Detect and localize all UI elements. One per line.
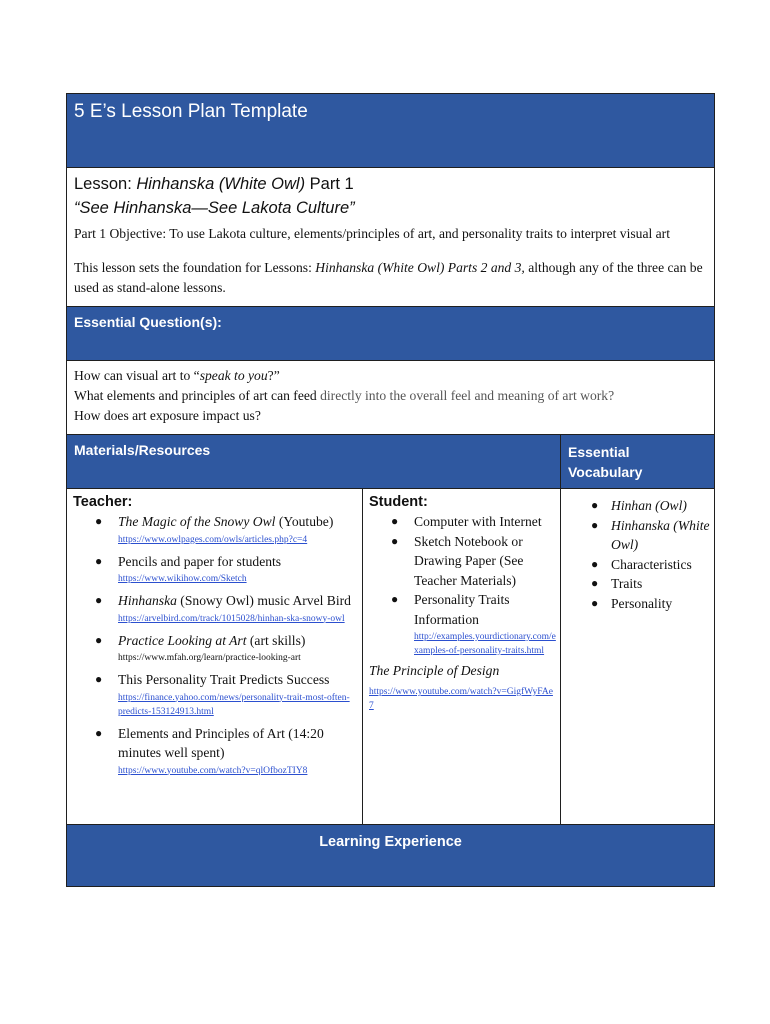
teacher-item: [73, 724, 358, 763]
bullet-icon: ●: [95, 672, 103, 686]
q1-a: How can visual art to “: [74, 368, 200, 383]
lesson-plan-page: [66, 93, 714, 887]
teacher-item: [73, 552, 358, 572]
vocabulary-header: [561, 435, 715, 489]
bullet-icon: ●: [591, 498, 599, 512]
lesson-name: Hinhanska (White Owl): [136, 175, 306, 193]
lesson-plan-table: [66, 93, 715, 887]
vocabulary-title-2: Vocabulary: [568, 464, 643, 480]
item-text: Computer with Internet: [414, 514, 542, 529]
q2-b: directly into the overall feel and meaning of art work?: [320, 388, 615, 403]
lesson-foundation: [74, 258, 707, 298]
lesson-prefix: Lesson:: [74, 175, 137, 193]
principle-of-design-title: The Principle of Design: [369, 663, 500, 678]
essential-questions-cell: [67, 361, 715, 435]
student-link[interactable]: http://examples.yourdictionary.com/examples-of-personality-traits.html: [414, 632, 556, 656]
item-text: Characteristics: [611, 556, 692, 572]
q1-b: speak to you: [199, 368, 268, 383]
learning-experience-title: Learning Experience: [319, 834, 462, 850]
item-title: Practice Looking at Art: [118, 632, 247, 648]
teacher-link[interactable]: https://arvelbird.com/track/1015028/hinhan-ska-snowy-owl: [118, 613, 345, 624]
teacher-link[interactable]: https://www.wikihow.com/Sketch: [118, 574, 247, 584]
item-text: Pencils and paper for students: [118, 553, 282, 569]
teacher-link[interactable]: https://www.owlpages.com/owls/articles.php?c=4: [118, 534, 308, 545]
item-text: Sketch Notebook or Drawing Paper (See Teacher Materials): [414, 533, 524, 588]
vocab-item: [567, 594, 710, 614]
lesson-info-cell: [67, 168, 715, 307]
learning-experience-header: [67, 825, 715, 887]
essential-questions-header: [67, 307, 715, 361]
item-text: (Snowy Owl) music Arvel Bird: [176, 593, 351, 608]
item-text: Traits: [611, 576, 643, 591]
teacher-list: [73, 512, 358, 778]
student-item: [369, 532, 556, 591]
student-list: [369, 512, 556, 629]
lesson-part: Part 1: [305, 175, 354, 193]
bullet-icon: ●: [591, 595, 599, 610]
vocab-item: [567, 574, 710, 594]
teacher-link[interactable]: https://finance.yahoo.com/news/personality-trait-most-often-predicts-153124913.html: [118, 692, 350, 717]
bullet-icon: ●: [95, 725, 103, 740]
bullet-icon: ●: [95, 632, 103, 647]
page-title: 5 E’s Lesson Plan Template: [74, 101, 308, 122]
materials-header: [67, 435, 561, 489]
lesson-objective: Part 1 Objective: To use Lakota culture, elements/principles of art, and personality traits to interpret visual art: [74, 226, 670, 241]
title-cell: [67, 94, 715, 168]
bullet-icon: ●: [95, 553, 103, 568]
item-text: This Personality Trait Predicts Success: [118, 672, 330, 687]
student-video-link[interactable]: https://www.youtube.com/watch?v=GigfWyFAe7: [369, 687, 553, 711]
item-text: Elements and Principles of Art (14:20 minutes well spent): [118, 725, 324, 760]
item-text: Personality: [611, 595, 673, 611]
q2-a: What elements and principles of art can feed: [74, 388, 321, 403]
bullet-icon: ●: [591, 556, 599, 571]
bullet-icon: ●: [391, 533, 399, 548]
teacher-column: [67, 489, 363, 825]
bullet-icon: ●: [95, 514, 103, 528]
vocabulary-title-1: Essential: [568, 444, 630, 460]
vocabulary-list: [567, 496, 710, 613]
teacher-heading: Teacher:: [73, 494, 133, 510]
q1-c: ?”: [267, 368, 280, 383]
student-column: [363, 489, 561, 825]
vocab-item: [567, 496, 710, 516]
student-heading: Student:: [369, 494, 428, 510]
lesson-subtitle: “See Hinhanska—See Lakota Culture”: [74, 199, 355, 217]
teacher-link[interactable]: https://www.youtube.com/watch?v=qlOfbozTIY8: [118, 765, 308, 776]
item-text: Hinhanska (White Owl): [611, 517, 710, 552]
bullet-icon: ●: [591, 576, 599, 590]
vocab-item: [567, 516, 710, 555]
vocab-item: [567, 555, 710, 575]
materials-title: Materials/Resources: [74, 442, 211, 458]
bullet-icon: ●: [95, 593, 103, 607]
question-3: How does art exposure impact us?: [74, 408, 261, 423]
teacher-item: [73, 631, 358, 651]
teacher-item: [73, 512, 358, 532]
foundation-text-a: This lesson sets the foundation for Lessons:: [74, 260, 316, 275]
item-title: The Magic of the Snowy Owl: [118, 514, 276, 529]
bullet-icon: ●: [591, 517, 599, 532]
essential-questions-title: Essential Question(s):: [74, 314, 222, 330]
item-text: Personality Traits Information: [414, 592, 510, 627]
teacher-item: [73, 670, 358, 690]
foundation-text-c: although any of the three can be used as stand-alone lessons.: [74, 260, 703, 295]
teacher-link[interactable]: https://www.mfah.org/learn/practice-looking-art: [118, 653, 301, 663]
item-title: Hinhanska: [118, 593, 177, 608]
lesson-name-line: [74, 172, 707, 196]
vocabulary-column: [561, 489, 715, 825]
question-2: [74, 386, 707, 406]
item-text: Hinhan (Owl): [611, 498, 687, 513]
student-item: [369, 512, 556, 532]
bullet-icon: ●: [391, 592, 399, 606]
student-item: [369, 590, 556, 629]
item-text: (Youtube): [275, 514, 334, 529]
teacher-item: [73, 591, 358, 611]
question-1: [74, 366, 707, 386]
item-text: (art skills): [246, 632, 306, 648]
foundation-text-b: Hinhanska (White Owl) Parts 2 and 3,: [315, 260, 525, 275]
bullet-icon: ●: [391, 514, 399, 528]
